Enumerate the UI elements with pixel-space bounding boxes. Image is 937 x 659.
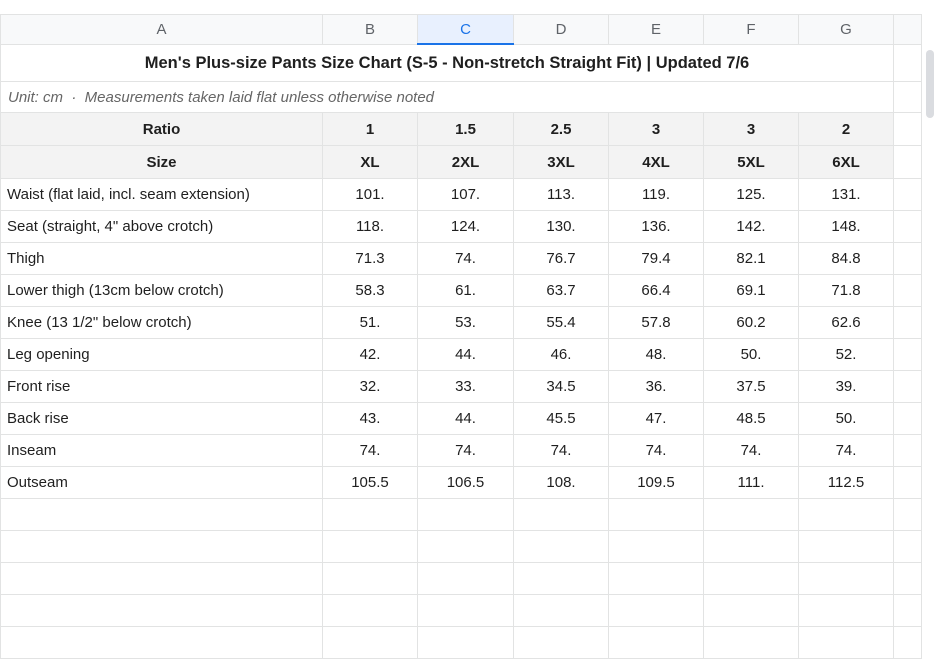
ratio-row [1, 113, 922, 146]
ratio-row-cell[interactable]: 2.5 [514, 113, 609, 146]
table-row [1, 339, 922, 371]
empty-cell[interactable] [514, 563, 609, 595]
cell[interactable] [894, 44, 922, 82]
ratio-row-cell[interactable]: 1.5 [418, 113, 514, 146]
measurement-value[interactable]: 74. [323, 435, 418, 467]
empty-cell[interactable] [1, 499, 323, 531]
measurement-value[interactable]: 66.4 [609, 275, 704, 307]
measurement-value[interactable]: 45.5 [514, 403, 609, 435]
measurement-value[interactable]: 131. [799, 179, 894, 211]
measurement-value[interactable]: 148. [799, 211, 894, 243]
measurement-value[interactable]: 46. [514, 339, 609, 371]
column-header-d[interactable]: D [514, 15, 609, 45]
empty-row [1, 595, 922, 627]
measurement-value[interactable]: 76.7 [514, 243, 609, 275]
empty-cell[interactable] [894, 531, 922, 563]
size-row-cell[interactable]: 2XL [418, 146, 514, 179]
ratio-row-cell[interactable]: 3 [609, 113, 704, 146]
scrollbar-thumb[interactable] [926, 50, 934, 118]
measurement-value[interactable]: 47. [609, 403, 704, 435]
measurement-value[interactable]: 63.7 [514, 275, 609, 307]
table-row [1, 179, 922, 211]
measurement-value[interactable]: 105.5 [323, 467, 418, 499]
empty-cell[interactable] [418, 531, 514, 563]
measurement-label[interactable]: Thigh [1, 243, 323, 275]
measurement-value[interactable]: 42. [323, 339, 418, 371]
empty-cell[interactable] [609, 499, 704, 531]
empty-cell[interactable] [894, 627, 922, 659]
empty-cell[interactable] [704, 627, 799, 659]
measurement-label[interactable]: Back rise [1, 403, 323, 435]
table-row [1, 211, 922, 243]
measurement-value[interactable]: 130. [514, 211, 609, 243]
chart-title[interactable]: Men's Plus-size Pants Size Chart (S-5 - Non-stretch Straight Fit) | Updated 7/6 [1, 44, 894, 82]
empty-cell[interactable] [323, 563, 418, 595]
measurement-value[interactable]: 106.5 [418, 467, 514, 499]
measurement-label[interactable]: Outseam [1, 467, 323, 499]
title-row [1, 44, 922, 82]
measurement-value[interactable]: 112.5 [799, 467, 894, 499]
table-row [1, 275, 922, 307]
measurement-value[interactable]: 37.5 [704, 371, 799, 403]
empty-cell[interactable] [514, 531, 609, 563]
size-row-label[interactable]: Size [1, 146, 323, 179]
measurement-value[interactable]: 142. [704, 211, 799, 243]
empty-cell[interactable] [418, 563, 514, 595]
empty-row [1, 627, 922, 659]
measurement-value[interactable]: 48.5 [704, 403, 799, 435]
empty-cell[interactable] [1, 595, 323, 627]
empty-cell[interactable] [418, 595, 514, 627]
empty-cell[interactable] [514, 499, 609, 531]
column-header-row [1, 15, 922, 45]
empty-cell[interactable] [609, 595, 704, 627]
empty-cell[interactable] [609, 627, 704, 659]
measurement-value[interactable]: 107. [418, 179, 514, 211]
measurement-value[interactable]: 44. [418, 403, 514, 435]
cell[interactable] [894, 211, 922, 243]
cell[interactable] [894, 275, 922, 307]
measurement-value[interactable]: 39. [799, 371, 894, 403]
empty-cell[interactable] [609, 563, 704, 595]
empty-cell[interactable] [323, 627, 418, 659]
measurement-value[interactable]: 79.4 [609, 243, 704, 275]
measurement-value[interactable]: 32. [323, 371, 418, 403]
table-row [1, 403, 922, 435]
measurement-value[interactable]: 53. [418, 307, 514, 339]
empty-cell[interactable] [704, 563, 799, 595]
measurement-value[interactable]: 124. [418, 211, 514, 243]
measurement-value[interactable]: 82.1 [704, 243, 799, 275]
measurement-label[interactable]: Inseam [1, 435, 323, 467]
empty-cell[interactable] [704, 499, 799, 531]
empty-cell[interactable] [799, 499, 894, 531]
empty-cell[interactable] [418, 627, 514, 659]
measurement-value[interactable]: 136. [609, 211, 704, 243]
measurement-value[interactable]: 61. [418, 275, 514, 307]
cell[interactable] [894, 435, 922, 467]
measurement-value[interactable]: 125. [704, 179, 799, 211]
cell[interactable] [894, 339, 922, 371]
empty-cell[interactable] [799, 563, 894, 595]
measurement-value[interactable]: 62.6 [799, 307, 894, 339]
measurement-value[interactable]: 113. [514, 179, 609, 211]
empty-cell[interactable] [323, 531, 418, 563]
chart-subtitle[interactable]: Unit: cm · Measurements taken laid flat unless otherwise noted [1, 82, 894, 113]
column-header-f[interactable]: F [704, 15, 799, 45]
empty-cell[interactable] [799, 531, 894, 563]
measurement-value[interactable]: 58.3 [323, 275, 418, 307]
empty-row [1, 563, 922, 595]
empty-cell[interactable] [1, 627, 323, 659]
measurement-value[interactable]: 34.5 [514, 371, 609, 403]
empty-cell[interactable] [894, 499, 922, 531]
cell[interactable] [894, 371, 922, 403]
cell[interactable] [894, 146, 922, 179]
measurement-value[interactable]: 52. [799, 339, 894, 371]
measurement-value[interactable]: 109.5 [609, 467, 704, 499]
measurement-value[interactable]: 118. [323, 211, 418, 243]
column-header-b[interactable]: B [323, 15, 418, 45]
column-header-blank [894, 15, 922, 45]
empty-cell[interactable] [704, 531, 799, 563]
size-row-cell[interactable]: 3XL [514, 146, 609, 179]
empty-row [1, 531, 922, 563]
measurement-value[interactable]: 50. [704, 339, 799, 371]
table-row [1, 371, 922, 403]
measurement-label[interactable]: Front rise [1, 371, 323, 403]
cell[interactable] [894, 403, 922, 435]
empty-cell[interactable] [894, 595, 922, 627]
vertical-scrollbar[interactable] [921, 42, 937, 641]
measurement-value[interactable]: 71.8 [799, 275, 894, 307]
measurement-value[interactable]: 55.4 [514, 307, 609, 339]
measurement-value[interactable]: 44. [418, 339, 514, 371]
cell[interactable] [894, 82, 922, 113]
size-row-cell[interactable]: XL [323, 146, 418, 179]
measurement-value[interactable]: 74. [418, 243, 514, 275]
cell[interactable] [894, 179, 922, 211]
measurement-value[interactable]: 108. [514, 467, 609, 499]
cell[interactable] [894, 243, 922, 275]
measurement-label[interactable]: Seat (straight, 4" above crotch) [1, 211, 323, 243]
measurement-value[interactable]: 57.8 [609, 307, 704, 339]
size-row-cell[interactable]: 4XL [609, 146, 704, 179]
ratio-row-label[interactable]: Ratio [1, 113, 323, 146]
empty-cell[interactable] [894, 563, 922, 595]
measurement-value[interactable]: 101. [323, 179, 418, 211]
ratio-row-cell[interactable]: 1 [323, 113, 418, 146]
measurement-label[interactable]: Waist (flat laid, incl. seam extension) [1, 179, 323, 211]
column-header-a[interactable]: A [1, 15, 323, 45]
measurement-value[interactable]: 111. [704, 467, 799, 499]
empty-cell[interactable] [609, 531, 704, 563]
cell[interactable] [894, 113, 922, 146]
table-row [1, 243, 922, 275]
measurement-value[interactable]: 69.1 [704, 275, 799, 307]
size-row-cell[interactable]: 6XL [799, 146, 894, 179]
measurement-value[interactable]: 74. [799, 435, 894, 467]
measurement-value[interactable]: 33. [418, 371, 514, 403]
empty-cell[interactable] [323, 499, 418, 531]
size-row [1, 146, 922, 179]
measurement-value[interactable]: 74. [514, 435, 609, 467]
measurement-value[interactable]: 43. [323, 403, 418, 435]
sheet-grid [0, 14, 922, 659]
measurement-value[interactable]: 51. [323, 307, 418, 339]
measurement-value[interactable]: 71.3 [323, 243, 418, 275]
column-header-c[interactable]: C [418, 15, 514, 45]
empty-cell[interactable] [323, 595, 418, 627]
table-row [1, 467, 922, 499]
column-header-e[interactable]: E [609, 15, 704, 45]
measurement-label[interactable]: Lower thigh (13cm below crotch) [1, 275, 323, 307]
measurement-value[interactable]: 74. [609, 435, 704, 467]
measurement-value[interactable]: 119. [609, 179, 704, 211]
empty-cell[interactable] [704, 595, 799, 627]
cell[interactable] [894, 467, 922, 499]
empty-row [1, 499, 922, 531]
table-row [1, 435, 922, 467]
measurement-value[interactable]: 60.2 [704, 307, 799, 339]
table-row [1, 307, 922, 339]
empty-cell[interactable] [1, 531, 323, 563]
empty-cell[interactable] [1, 563, 323, 595]
measurement-label[interactable]: Leg opening [1, 339, 323, 371]
empty-cell[interactable] [418, 499, 514, 531]
size-row-cell[interactable]: 5XL [704, 146, 799, 179]
cell[interactable] [894, 307, 922, 339]
subtitle-row [1, 82, 922, 113]
measurement-value[interactable]: 74. [418, 435, 514, 467]
measurement-value[interactable]: 84.8 [799, 243, 894, 275]
top-margin [0, 0, 937, 14]
measurement-value[interactable]: 74. [704, 435, 799, 467]
ratio-row-cell[interactable]: 2 [799, 113, 894, 146]
empty-cell[interactable] [799, 627, 894, 659]
measurement-value[interactable]: 48. [609, 339, 704, 371]
ratio-row-cell[interactable]: 3 [704, 113, 799, 146]
empty-cell[interactable] [514, 595, 609, 627]
column-header-g[interactable]: G [799, 15, 894, 45]
measurement-value[interactable]: 50. [799, 403, 894, 435]
empty-cell[interactable] [514, 627, 609, 659]
measurement-label[interactable]: Knee (13 1/2" below crotch) [1, 307, 323, 339]
measurement-value[interactable]: 36. [609, 371, 704, 403]
empty-cell[interactable] [799, 595, 894, 627]
